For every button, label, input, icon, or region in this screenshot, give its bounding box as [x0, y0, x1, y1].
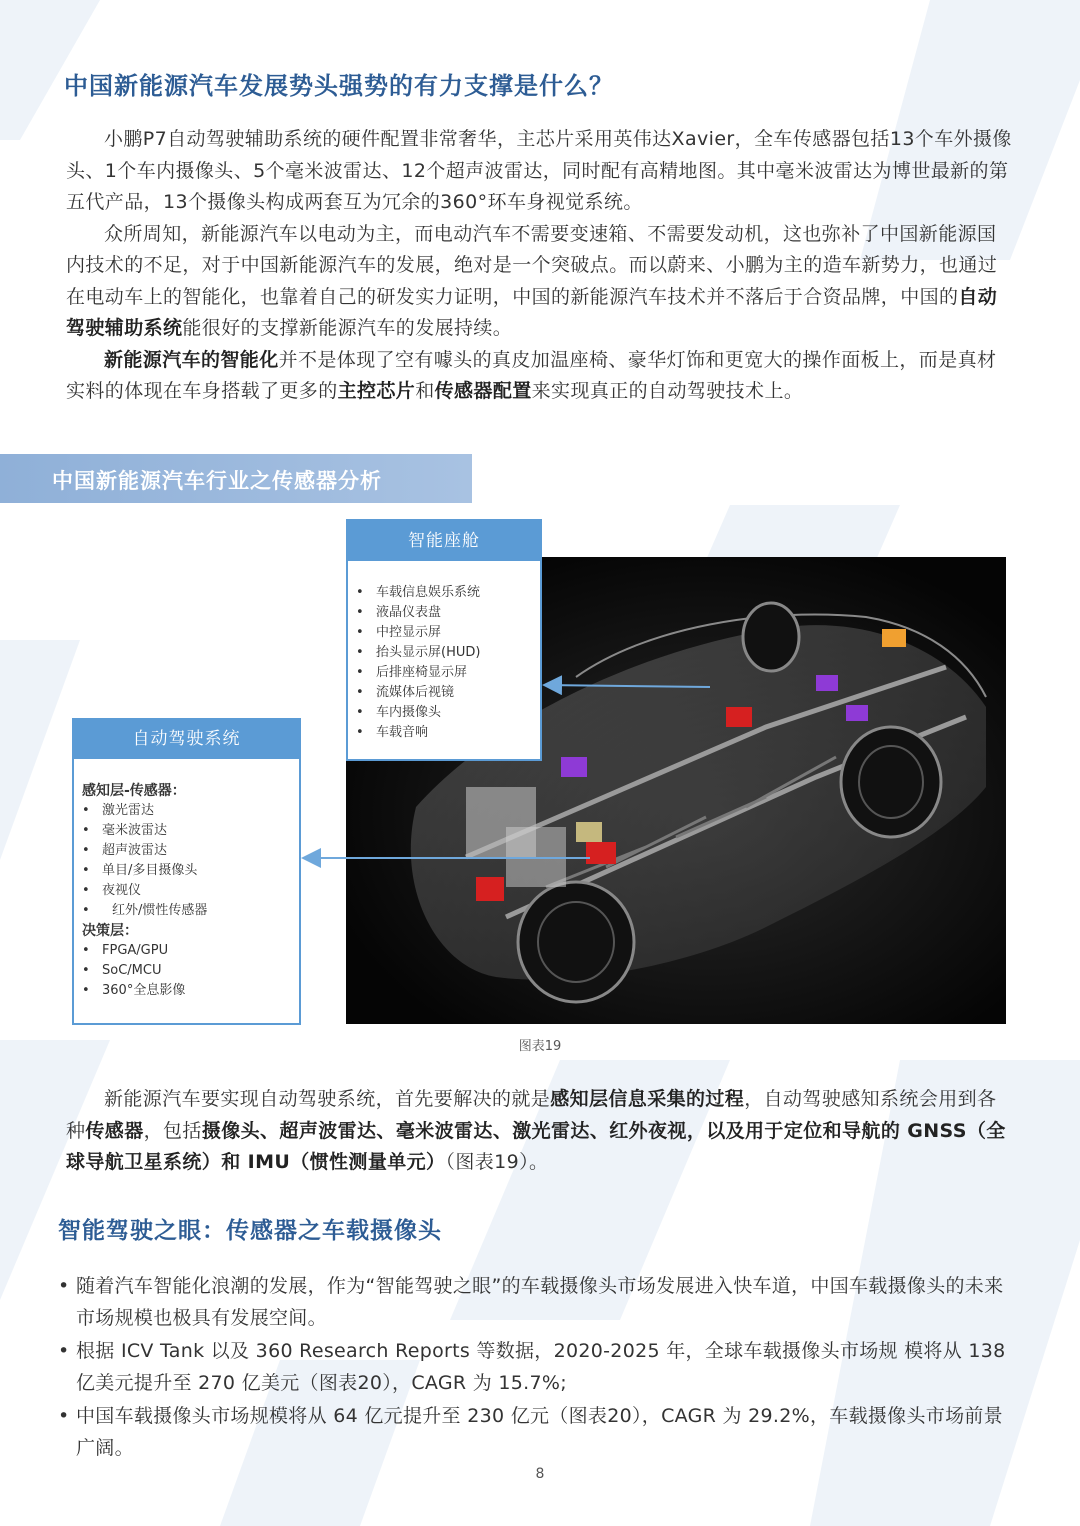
list-item: • 液晶仪表盘	[348, 603, 540, 623]
text-run: 新能源汽车要实现自动驾驶系统，首先要解决的就是	[104, 1088, 551, 1110]
bold-run: 主控芯片	[337, 380, 416, 402]
text-run: ，包括	[143, 1119, 202, 1142]
text-run: 小鹏P7自动驾驶辅助系统的硬件配置非常奢华，主芯片采用英伟达Xavier，全车传感器包括13个车外摄像头、1个车内摄像头、5个毫米波雷达、12个超声波雷达，同时配有高精地图。其中毫米波雷达为博世最新的第五代产品，13个摄像头构成两套互为冗余的360°环车身视觉系统。	[66, 128, 1012, 213]
text-run: （图表19）。	[445, 1151, 549, 1173]
bold-run: 摄像头、超声波雷达、毫米波雷达、激光雷达、红外夜视，以及用于定位和导航的 GNSS（全球导航卫星系统）和 IMU（惯性测量单元）	[66, 1119, 1006, 1173]
text-run: 和	[415, 380, 435, 402]
text-run: 并不是体现了空有噱头的真皮加温座椅、豪华灯饰和更宽大的操作面板上，而是真材实料的体现在车身搭载了更多的	[66, 348, 997, 402]
list-item: • 抬头显示屏(HUD)	[348, 643, 540, 663]
perception-label: 感知层-传感器：	[82, 783, 186, 799]
text-run: ，自动驾驶感知系统会用到各种	[66, 1088, 997, 1142]
list-item: • 夜视仪	[74, 881, 299, 901]
figure-caption: 图表19	[518, 1039, 562, 1054]
bold-run: 传感器配置	[434, 380, 532, 402]
list-item: • 中控显示屏	[348, 623, 540, 643]
decision-list	[74, 941, 299, 1001]
list-item: • 毫米波雷达	[74, 821, 299, 841]
list-item: • 超声波雷达	[74, 841, 299, 861]
list-item: • 激光雷达	[74, 801, 299, 821]
list-item: • 车载信息娱乐系统	[348, 583, 540, 603]
bold-run: 自动驾驶辅助系统	[66, 285, 998, 339]
bold-run: 新能源汽车的智能化	[104, 348, 279, 371]
decision-label: 决策层：	[82, 923, 138, 939]
heading-camera: 智能驾驶之眼：传感器之车载摄像头	[58, 1218, 442, 1244]
list-item: • 单目/多目摄像头	[74, 861, 299, 881]
list-item: • FPGA/GPU	[74, 941, 299, 961]
list-item: • 根据 ICV Tank 以及 360 Research Reports 等数据，2020-2025 年，全球车载摄像头市场规 模将从 138 亿美元提升至 270 亿美元（图表20），CAGR 为 15.7%;	[56, 1336, 1016, 1399]
list-item: • SoC/MCU	[74, 961, 299, 981]
list-item: • 车载音响	[348, 723, 540, 743]
cockpit-box	[346, 519, 542, 761]
arrow-to-cockpit	[544, 685, 710, 687]
list-item: • 车内摄像头	[348, 703, 540, 723]
autodrive-box-title: 自动驾驶系统	[74, 720, 299, 759]
sensor-paragraph	[66, 1084, 1012, 1179]
list-item: • 流媒体后视镜	[348, 683, 540, 703]
list-item: • 红外/惯性传感器	[74, 901, 299, 921]
text-run: 能很好的支撑新能源汽车的发展持续。	[182, 317, 513, 339]
page-number: 8	[535, 1466, 545, 1482]
list-item: • 随着汽车智能化浪潮的发展，作为“智能驾驶之眼”的车载摄像头市场发展进入快车道，中国车载摄像头的未来市场规模也极具有发展空间。	[56, 1271, 1016, 1334]
bold-run: 感知层信息采集的过程	[550, 1088, 745, 1110]
list-item: • 中国车载摄像头市场规模将从 64 亿元提升至 230 亿元（图表20），CAGR 为 29.2%，车载摄像头市场前景广阔。	[56, 1401, 1016, 1464]
text-run: 来实现真正的自动驾驶技术上。	[531, 380, 804, 402]
autodrive-box	[72, 718, 301, 1025]
list-item: • 360°全息影像	[74, 981, 299, 1001]
list-item: • 后排座椅显示屏	[348, 663, 540, 683]
camera-bullet-list	[56, 1271, 1016, 1466]
perception-list	[74, 801, 299, 921]
cockpit-list	[348, 561, 540, 743]
heading-support: 中国新能源汽车发展势头强势的有力支撑是什么？	[64, 72, 614, 100]
cockpit-box-title: 智能座舱	[348, 521, 540, 561]
section-banner-title: 中国新能源汽车行业之传感器分析	[52, 469, 382, 493]
sensor-paragraph-text	[66, 1084, 1012, 1179]
text-run: 众所周知，新能源汽车以电动为主，而电动汽车不需要变速箱、不需要发动机，这也弥补了中国新能源国内技术的不足，对于中国新能源汽车的发展，绝对是一个突破点。而以蔚来、小鹏为主的造车新势力，也通过在电动车上的智能化，也靠着自己的研发实力证明，中国的新能源汽车技术并不落后于合资品牌，中国的	[66, 222, 998, 308]
bold-run: 传感器	[85, 1119, 144, 1142]
